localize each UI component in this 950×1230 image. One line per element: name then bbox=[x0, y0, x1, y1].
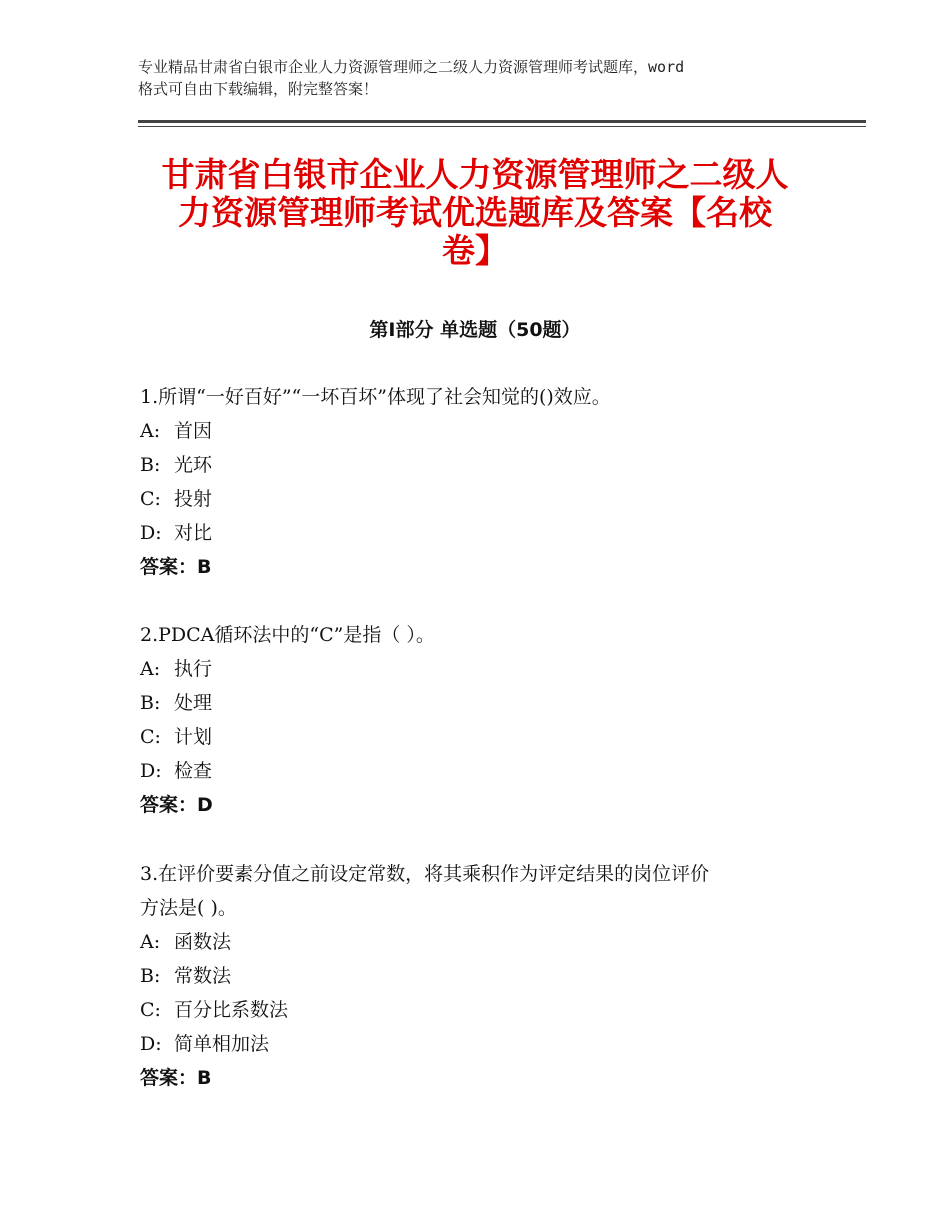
option-text: 函数法 bbox=[174, 931, 232, 953]
option-text: 执行 bbox=[174, 658, 213, 680]
option-text: 对比 bbox=[174, 522, 213, 544]
option-letter: C: bbox=[140, 999, 161, 1021]
question-2 bbox=[140, 618, 820, 822]
question-option-d bbox=[140, 516, 820, 550]
question-stem: 2.PDCA循环法中的“C”是指（ ）。 bbox=[140, 624, 435, 646]
question-option-c bbox=[140, 720, 820, 754]
option-text: 百分比系数法 bbox=[174, 999, 289, 1021]
header-rule-thick bbox=[138, 120, 866, 123]
option-text: 计划 bbox=[174, 726, 213, 748]
option-text: 首因 bbox=[174, 420, 213, 442]
option-text: 光环 bbox=[174, 454, 213, 476]
question-option-a bbox=[140, 414, 820, 448]
question-option-d bbox=[140, 1027, 820, 1061]
question-stem: 3.在评价要素分值之前设定常数，将其乘积作为评定结果的岗位评价 bbox=[140, 863, 710, 885]
document-title-line-1: 甘肃省白银市企业人力资源管理师之二级人 bbox=[161, 155, 789, 194]
question-stem: 1.所谓“一好百好”“一坏百坏”体现了社会知觉的()效应。 bbox=[140, 386, 611, 408]
option-letter: B: bbox=[140, 692, 161, 714]
header-note-line-2: 格式可自由下载编辑，附完整答案！ bbox=[138, 80, 379, 98]
question-stem-continued: 方法是( )。 bbox=[140, 897, 237, 919]
document-title-line-2: 力资源管理师考试优选题库及答案【名校 bbox=[178, 193, 772, 232]
option-letter: B: bbox=[140, 965, 161, 987]
header-rule-thin bbox=[138, 126, 866, 127]
option-letter: C: bbox=[140, 488, 161, 510]
question-option-b bbox=[140, 959, 820, 993]
question-option-c bbox=[140, 482, 820, 516]
option-letter: B: bbox=[140, 454, 161, 476]
option-letter: D: bbox=[140, 522, 162, 544]
option-text: 简单相加法 bbox=[174, 1033, 270, 1055]
option-letter: A: bbox=[140, 658, 161, 680]
question-option-b bbox=[140, 686, 820, 720]
header-note-line-1: 专业精品甘肃省白银市企业人力资源管理师之二级人力资源管理师考试题库，word bbox=[138, 58, 685, 76]
option-letter: A: bbox=[140, 420, 161, 442]
question-3 bbox=[140, 857, 820, 1095]
question-answer: 答案：B bbox=[140, 556, 212, 578]
option-letter: C: bbox=[140, 726, 161, 748]
option-text: 检查 bbox=[174, 760, 213, 782]
option-letter: D: bbox=[140, 1033, 162, 1055]
question-option-a bbox=[140, 925, 820, 959]
question-answer: 答案：B bbox=[140, 1067, 212, 1089]
question-1 bbox=[140, 380, 820, 584]
question-option-a bbox=[140, 652, 820, 686]
option-text: 常数法 bbox=[174, 965, 232, 987]
header-note bbox=[138, 56, 838, 100]
question-option-c bbox=[140, 993, 820, 1027]
section-title: 第Ⅰ部分 单选题（50题） bbox=[369, 319, 581, 341]
question-answer: 答案：D bbox=[140, 794, 213, 816]
option-letter: A: bbox=[140, 931, 161, 953]
question-option-d bbox=[140, 754, 820, 788]
question-option-b bbox=[140, 448, 820, 482]
document-title bbox=[138, 156, 812, 270]
document-title-line-3: 卷】 bbox=[442, 231, 508, 270]
option-text: 处理 bbox=[174, 692, 213, 714]
option-text: 投射 bbox=[174, 488, 213, 510]
option-letter: D: bbox=[140, 760, 162, 782]
